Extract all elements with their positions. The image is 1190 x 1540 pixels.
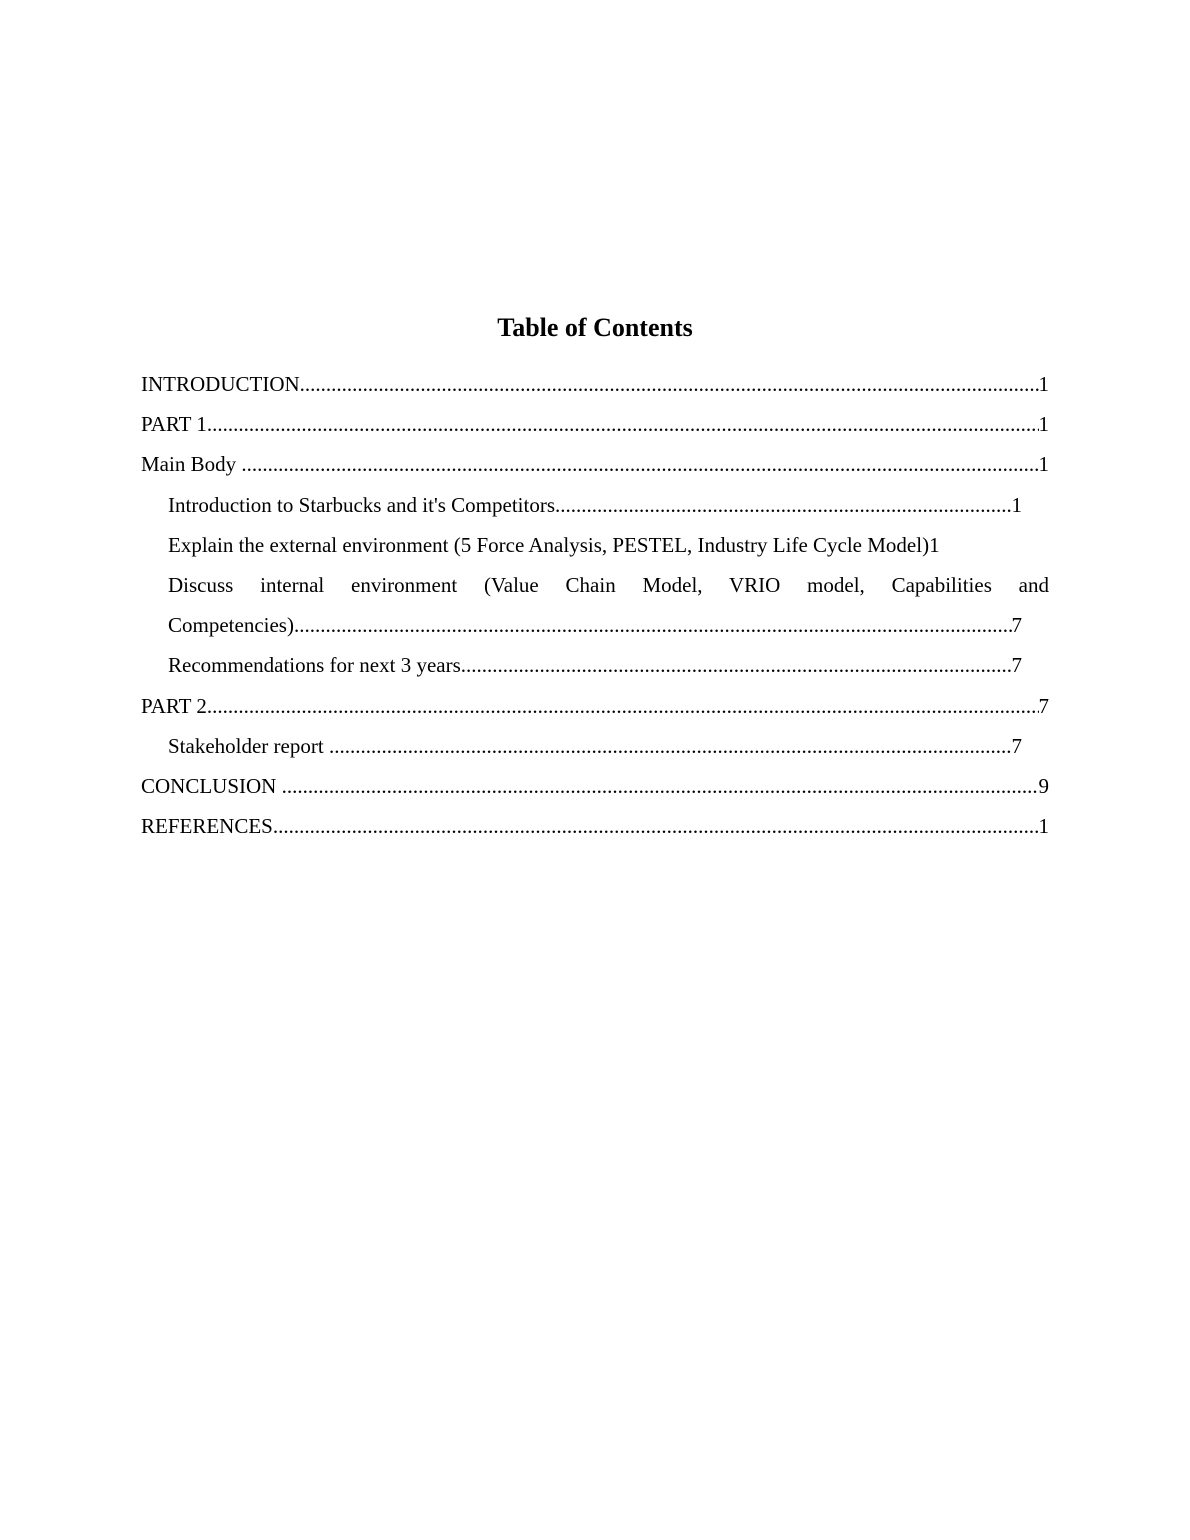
toc-entry-part-2[interactable] [141, 686, 1049, 726]
toc-entry-main-body[interactable] [141, 444, 1049, 484]
toc-entry-label: CONCLUSION [141, 774, 282, 799]
toc-entry-references[interactable] [141, 806, 1049, 846]
toc-entry-internal-environment[interactable] [141, 565, 1049, 645]
toc-entry-recommendations[interactable] [141, 645, 1022, 685]
toc-entry-label: Introduction to Starbucks and it's Competitors [168, 492, 555, 517]
toc-entry-page: 1 [1038, 412, 1049, 437]
toc-entry-label: Explain the external environment (5 Force Analysis, PESTEL, Industry Life Cycle Model) [168, 532, 930, 557]
toc-entry-page: 1 [1038, 452, 1049, 477]
toc-entry-external-environment[interactable] [141, 525, 1022, 565]
toc-entry-label: PART 2 [141, 693, 207, 718]
toc-entry-label: Stakeholder report [168, 733, 329, 758]
dot-leader [294, 605, 1012, 645]
dot-leader [241, 444, 1038, 484]
dot-leader [282, 766, 1039, 806]
dot-leader [555, 485, 1012, 525]
dot-leader [207, 404, 1039, 444]
table-of-contents [141, 364, 1049, 846]
toc-entry-label: INTRODUCTION [141, 372, 300, 396]
toc-entry-starbucks-competitors[interactable] [141, 485, 1022, 525]
toc-entry-label: REFERENCES [141, 814, 273, 839]
dot-leader [273, 806, 1039, 846]
toc-entry-page: 7 [1011, 613, 1022, 638]
toc-entry-label: Recommendations for next 3 years [168, 653, 461, 678]
toc-entry-page: 1 [929, 532, 940, 557]
toc-entry-page: 7 [1038, 693, 1049, 718]
toc-entry-page: 1 [1011, 492, 1022, 517]
toc-entry-page: 1 [1038, 814, 1049, 839]
toc-entry-label: Main Body [141, 452, 242, 477]
toc-title: Table of Contents [497, 313, 693, 342]
dot-leader [300, 364, 1039, 404]
toc-entry-page: 7 [1011, 653, 1022, 678]
toc-entry-page: 9 [1038, 774, 1049, 799]
toc-entry-label: PART 1 [141, 412, 207, 437]
toc-entry-introduction[interactable] [141, 364, 1049, 404]
toc-entry-label-line-1: Discuss internal environment (Value Chain Model, VRIO model, Capabilities and [168, 573, 1049, 598]
toc-entry-stakeholder-report[interactable] [141, 726, 1022, 766]
toc-entry-page: 7 [1011, 733, 1022, 758]
dot-leader [329, 726, 1012, 766]
toc-entry-page: 1 [1038, 372, 1049, 396]
dot-leader [461, 645, 1012, 685]
toc-entry-label-line-2: Competencies) [168, 613, 294, 638]
toc-entry-conclusion[interactable] [141, 766, 1049, 806]
dot-leader [207, 686, 1039, 726]
toc-entry-part-1[interactable] [141, 404, 1049, 444]
